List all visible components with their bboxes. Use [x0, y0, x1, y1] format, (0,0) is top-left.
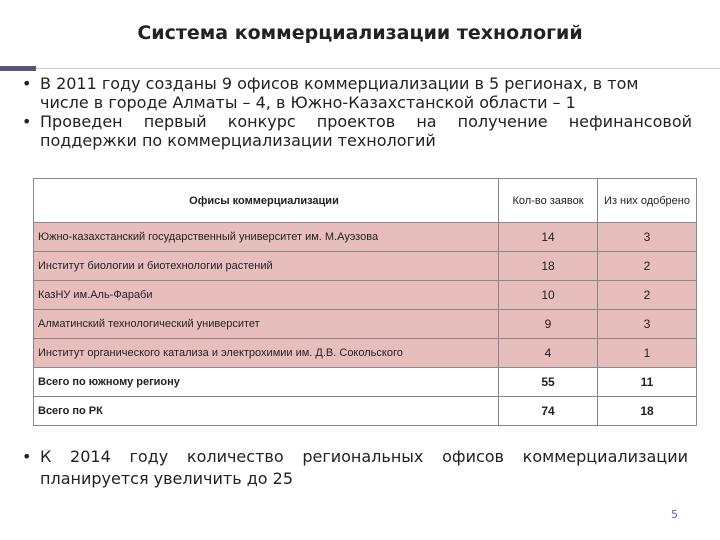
- bullet-dot: •: [22, 447, 32, 466]
- cell-approved: 2: [598, 252, 697, 281]
- cell-office-name: КазНУ им.Аль-Фараби: [34, 281, 499, 310]
- cell-office-name: Южно-казахстанский государственный университет им. М.Ауэзова: [34, 223, 499, 252]
- cell-applications: 10: [499, 281, 598, 310]
- bullet-text: В 2011 году созданы 9 офисов коммерциализации в 5 регионах, в том числе в городе Алматы – 4, в Южно-Казахстанской области – 1: [40, 74, 639, 112]
- bullet-text: К 2014 году количество региональных офисов коммерциализации планируется увеличить до 25: [40, 447, 688, 488]
- table-row: [34, 281, 697, 310]
- cell-total-applications: 55: [499, 368, 598, 397]
- cell-total-applications: 74: [499, 397, 598, 426]
- cell-approved: 3: [598, 223, 697, 252]
- accent-bar: [0, 66, 36, 71]
- offices-table-container: [33, 178, 697, 426]
- cell-applications: 4: [499, 339, 598, 368]
- accent-divider: [36, 68, 720, 69]
- table-row: [34, 223, 697, 252]
- cell-office-name: Алматинский технологический университет: [34, 310, 499, 339]
- cell-approved: 2: [598, 281, 697, 310]
- cell-office-name: Институт биологии и биотехнологии растений: [34, 252, 499, 281]
- cell-applications: 9: [499, 310, 598, 339]
- bullet-plan-2014: [22, 446, 688, 490]
- table-row: [34, 339, 697, 368]
- offices-table: [33, 178, 697, 426]
- cell-total-label: Всего по РК: [34, 397, 499, 426]
- cell-total-approved: 11: [598, 368, 697, 397]
- cell-applications: 18: [499, 252, 598, 281]
- header-approved: Из них одобрено: [598, 179, 697, 223]
- table-total-row: [34, 397, 697, 426]
- bullet-dot: •: [22, 74, 32, 93]
- bullet-text: Проведен первый конкурс проектов на получение нефинансовой поддержки по коммерциализации технологий: [40, 112, 692, 150]
- bullet-dot: •: [22, 112, 32, 131]
- cell-approved: 1: [598, 339, 697, 368]
- page-number: 5: [671, 508, 678, 521]
- bottom-bullet-list: [22, 446, 688, 490]
- table-total-row: [34, 368, 697, 397]
- table-row: [34, 252, 697, 281]
- table-row: [34, 310, 697, 339]
- cell-approved: 3: [598, 310, 697, 339]
- bullet-contest: [22, 112, 692, 150]
- table-header-row: [34, 179, 697, 223]
- header-applications: Кол-во заявок: [499, 179, 598, 223]
- cell-total-label: Всего по южному региону: [34, 368, 499, 397]
- cell-applications: 14: [499, 223, 598, 252]
- header-offices: Офисы коммерциализации: [34, 179, 499, 223]
- top-bullet-list: [22, 74, 692, 150]
- cell-office-name: Институт органического катализа и электрохимии им. Д.В. Сокольского: [34, 339, 499, 368]
- slide-title: Система коммерциализации технологий: [137, 22, 583, 44]
- bullet-offices-created: [22, 74, 692, 112]
- cell-total-approved: 18: [598, 397, 697, 426]
